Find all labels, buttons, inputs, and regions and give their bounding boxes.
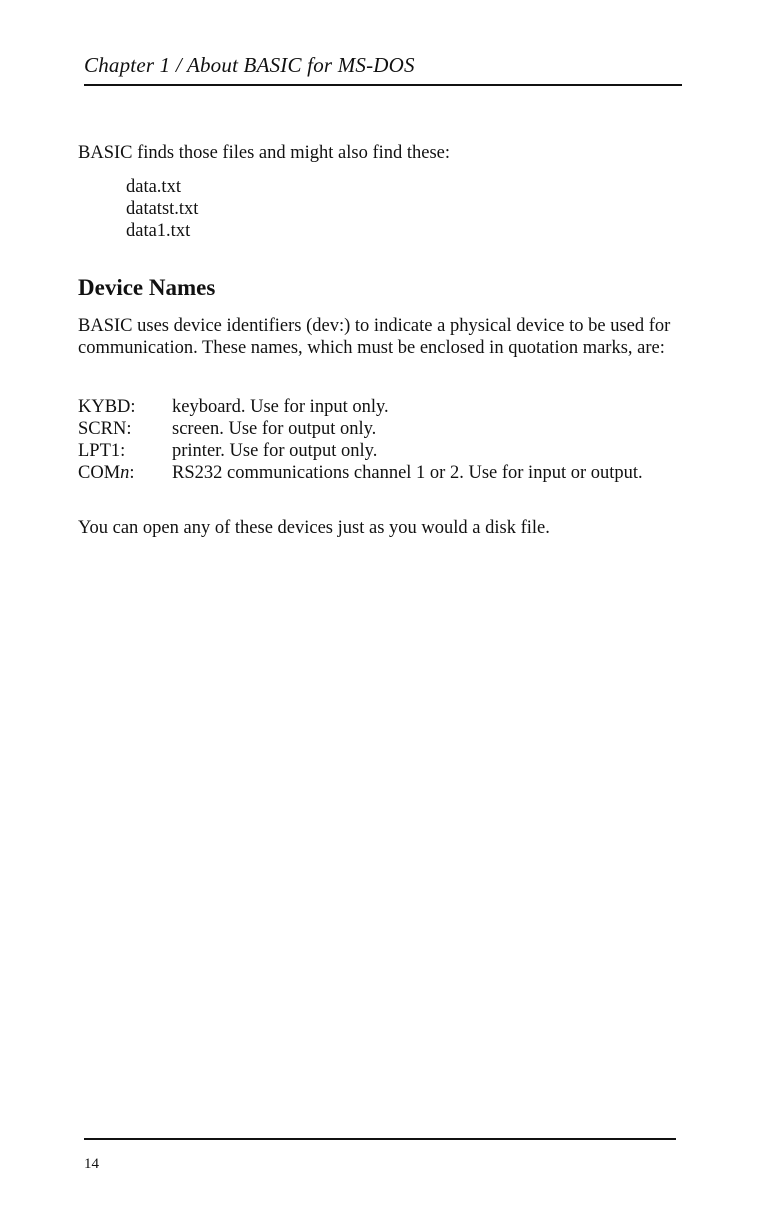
intro-paragraph: BASIC finds those files and might also find these: xyxy=(78,143,451,163)
header-rule xyxy=(84,84,682,86)
device-row-kybd xyxy=(78,396,688,418)
closing-paragraph: You can open any of these devices just as you would a disk file. xyxy=(78,518,550,538)
device-term: LPT1: xyxy=(78,441,126,461)
device-row-scrn xyxy=(78,418,688,440)
device-term: SCRN: xyxy=(78,419,132,439)
device-term-prefix: COM xyxy=(78,463,121,483)
file-list-item: data1.txt xyxy=(126,221,191,241)
device-row-lpt1 xyxy=(78,440,688,462)
device-description: RS232 communications channel 1 or 2. Use for input or output. xyxy=(172,463,643,483)
device-term-suffix: : xyxy=(129,463,135,483)
device-term: KYBD: xyxy=(78,397,136,417)
section-heading-device-names: Device Names xyxy=(78,275,216,300)
file-list-item: data.txt xyxy=(126,177,181,197)
footer-rule xyxy=(84,1138,676,1140)
device-description: printer. Use for output only. xyxy=(172,441,378,461)
device-names-paragraph: BASIC uses device identifiers (dev:) to indicate a physical device to be used for communication. These names, which must be enclosed in quotation marks, are: xyxy=(78,316,671,358)
device-term xyxy=(78,462,172,484)
running-header: Chapter 1 / About BASIC for MS-DOS xyxy=(84,53,415,77)
file-list xyxy=(126,176,198,242)
page-number: 14 xyxy=(84,1156,99,1172)
device-description: keyboard. Use for input only. xyxy=(172,397,389,417)
device-term-variable: n xyxy=(120,463,130,483)
device-description: screen. Use for output only. xyxy=(172,419,377,439)
device-row-com xyxy=(78,462,688,484)
file-list-item: datatst.txt xyxy=(126,199,199,219)
device-list xyxy=(78,396,688,484)
